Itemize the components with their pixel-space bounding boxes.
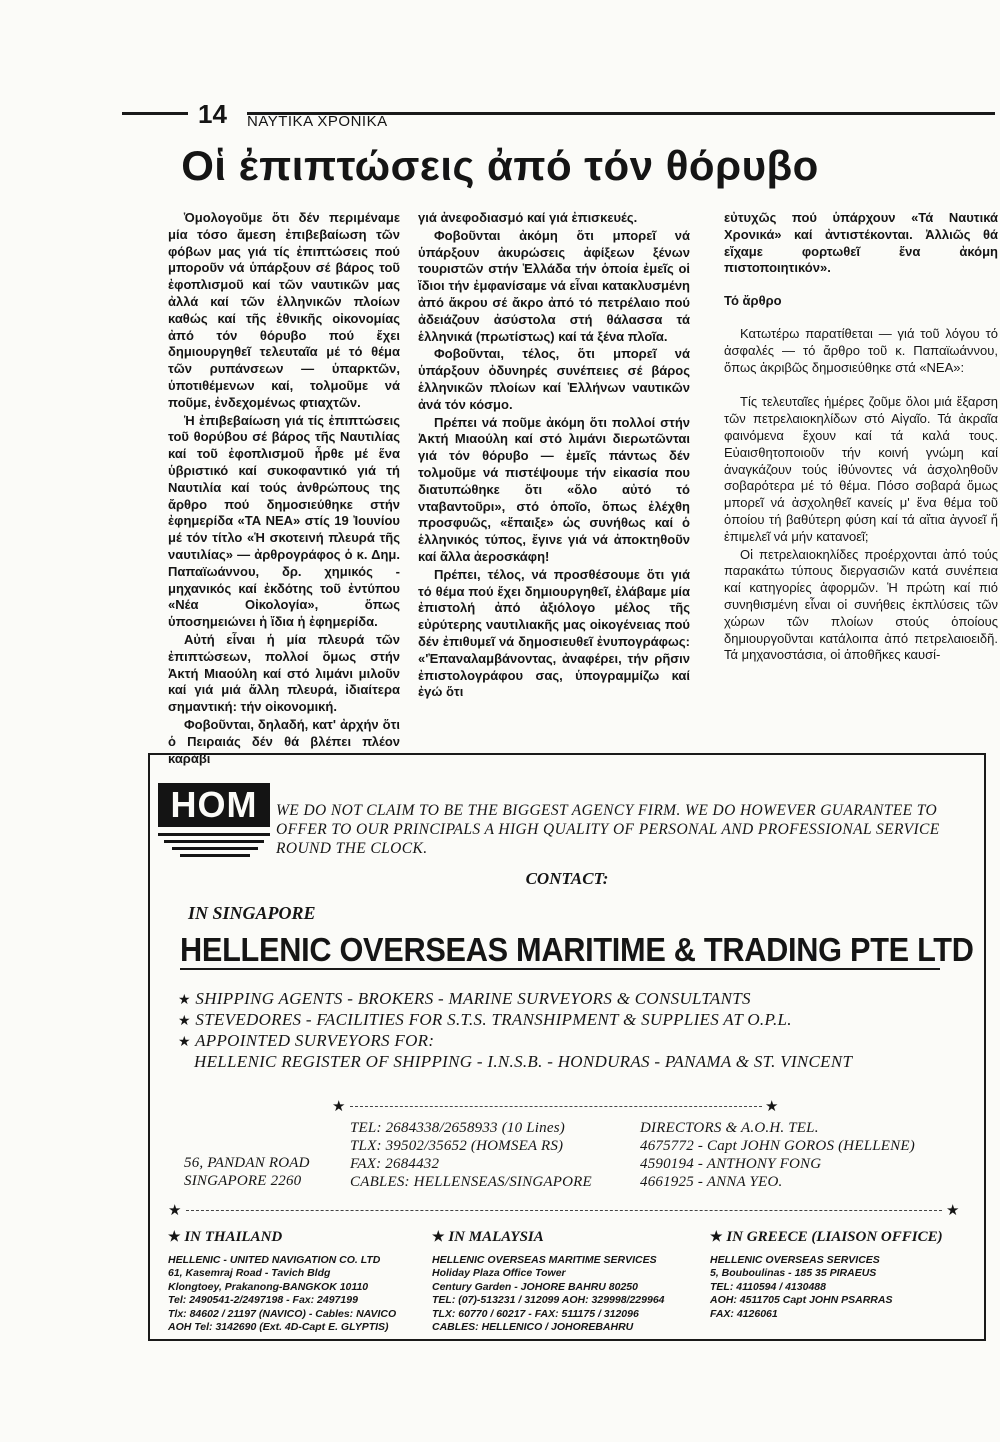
article-column-2 xyxy=(418,210,690,740)
article-column-1 xyxy=(168,210,400,766)
publication-title: ΝΑΥΤΙΚΑ ΧΡΟΝΙΚΑ xyxy=(247,113,388,130)
service-item: ★ STEVEDORES - FACILITIES FOR S.T.S. TRANSHIPMENT & SUPPLIES AT O.P.L. xyxy=(178,1010,792,1029)
logo-stripe xyxy=(158,833,270,836)
region-heading: IN THAILAND xyxy=(184,1229,283,1245)
article-headline: Οἱ ἐπιπτώσεις ἀπό τόν θόρυβο xyxy=(181,142,819,189)
page-number: 14 xyxy=(198,99,227,129)
thailand-office: ★ IN THAILAND HELLENIC - UNITED NAVIGATION CO. LTD 61, Kasemraj Road - Tavich Bldg Klongtoey, Prakanong-BANGKOK 10110 Tel: 2490541-2/2497198 - Fax: 2497199 Tlx: 84602 / 21197 (NAVICO) - Cables: NAVICO AOH Tel: 3142690 (Ext. 4D-Capt E. GLYPTIS) xyxy=(168,1229,397,1334)
advertisement xyxy=(148,753,986,1341)
service-item: ★ SHIPPING AGENTS - BROKERS - MARINE SURVEYORS & CONSULTANTS xyxy=(178,989,751,1008)
logo-stripe xyxy=(164,840,264,843)
paragraph: Φοβοῦνται ἀκόμη ὅτι μπορεῖ νά ὑπάρξουν ἀκυρώσεις ἀφίξεων ξένων τουριστῶν στήν Ἑλλάδα τήν ὁποία ἐμεῖς οἱ ἴδιοι τήν ἐμφανίσαμε νά εἶναι κατακλυσμένη ἀπό ἄκρου σέ ἄκρο ἀπό τό πετρέλαιο πού ἀδειάζουν ἀσύστολα στή θάλασσα τά ἑλληνικά (πρωτίστως) καί τά ξένα πλοῖα. xyxy=(418,227,690,344)
service-item: HELLENIC REGISTER OF SHIPPING - I.N.S.B. - HONDURAS - PANAMA & ST. VINCENT xyxy=(194,1052,853,1071)
paragraph: γιά ἀνεφοδιασμό καί γιά ἐπισκευές. xyxy=(418,210,638,225)
region-heading: IN GREECE (LIAISON OFFICE) xyxy=(726,1229,943,1245)
service-item: ★ APPOINTED SURVEYORS FOR: xyxy=(178,1031,435,1050)
company-name: HELLENIC OVERSEAS MARITIME & TRADING PTE LTD xyxy=(180,931,974,968)
star-icon: ★ xyxy=(946,1203,960,1219)
star-icon: ★ xyxy=(168,1230,181,1245)
header-rule-left xyxy=(122,112,188,115)
star-icon: ★ xyxy=(332,1099,346,1115)
paragraph: Ὁμολογοῦμε ὅτι δέν περιμέναμε μία τόσο ἄμεση ἐπιβεβαίωση τῶν φόβων μας γιά τίς ἐπιπτώσεις πού μποροῦν νά ὑπάρξουν σέ βάρος τοῦ ἐφοπλισμοῦ καί τῶν ναυτικῶν μας ἀλλά καί τῶν ἑλληνικῶν πλοίων καθώς καί τῆς ἐθνικῆς οἰκονομίας ἀπό τόν θόρυβο πού ἔχει δημιουργηθεῖ τελευταῖα μέ τό θέμα τῶν ρυπάνσεων — ὑπαρκτῶν, ὑποτιθέμενων καί, τολμοῦμε νά ποῦμε, ἐνδεχομένως φτιαχτῶν. xyxy=(168,210,400,410)
paragraph: Φοβοῦνται, τέλος, ὅτι μπορεῖ νά ὑπάρξουν ὀδυνηρές συνέπειες σέ βάρος ἑλληνικῶν πλοίων καί Ἑλλήνων ναυτικῶν ἀνά τόν κόσμο. xyxy=(418,346,690,412)
paragraph: Τίς τελευταῖες ἡμέρες ζοῦμε ὅλοι μιά ἔξαρση τῶν πετρελαιοκηλίδων στό Αἰγαῖο. Τά ἀκραῖα φαινόμενα ἔχουν καί τά καλά τους. Εὐαισθητοποιοῦν τήν κοινή γνώμη καί ἀναγκάζουν τούς ἰθύνοντες νά ἀσχοληθοῦν σοβαρότερα μέ τό θέμα. Πόσο σοβαρά ὅμως μπορεῖ νά ἀσχοληθεῖ κανείς μ' ἕνα θέμα τοῦ ὁποίου τή βαθύτερη φύση καί τά αἴτια ἀγνοεῖ ἤ ἐπιμελεῖ νά μήν κατανοεῖ; xyxy=(724,394,998,544)
star-icon: ★ xyxy=(710,1230,723,1245)
singapore-contacts: TEL: 2684338/2658933 (10 Lines) TLX: 39502/35652 (HOMSEA RS) FAX: 2684432 CABLES: HELLENSEAS/SINGAPORE xyxy=(350,1120,592,1190)
directors-block: DIRECTORS & A.O.H. TEL. 4675772 - Capt JOHN GOROS (HELLENE) 4590194 - ANTHONY FONG 4661925 - ANNA YEO. xyxy=(640,1120,915,1190)
singapore-address: 56, PANDAN ROAD SINGAPORE 2260 xyxy=(184,1155,310,1189)
paragraph: εὐτυχῶς πού ὑπάρχουν «Τά Ναυτικά Χρονικά» καί ἀντιστέκονται. Ἀλλιῶς θά εἴχαμε φορτωθεῖ ἕνα ἀκόμη πιστοποιητικόν». xyxy=(724,210,998,276)
star-icon: ★ xyxy=(178,993,191,1008)
singapore-heading: IN SINGAPORE xyxy=(188,903,316,923)
paragraph: Κατωτέρω παρατίθεται — γιά τοῦ λόγου τό ἀσφαλές — τό ἄρθρο τοῦ κ. Παπαϊωάννου, ὅπως ἀκριβῶς δημοσιεύθηκε στά «ΝΕΑ»: xyxy=(724,325,998,375)
logo-stripe xyxy=(172,847,258,850)
region-heading: IN MALAYSIA xyxy=(448,1229,544,1245)
paragraph: Φοβοῦνται, δηλαδή, κατ' ἀρχήν ὅτι ὁ Πειραιάς δέν θά βλέπει πλέον καράβι xyxy=(168,716,400,766)
hom-logo xyxy=(158,783,270,855)
star-icon: ★ xyxy=(178,1035,191,1050)
paragraph: Πρέπει, τέλος, νά προσθέσουμε ὅτι γιά τό θέμα πού ἔχει δημιουργηθεῖ, ἐλάβαμε μία ἐπιστολή ἀπό ἀξιόλογο μέλος τῆς εὐρύτερης ναυτιλιακῆς μας οἰκογένειας πού δέν ἐπιθυμεῖ νά δημοσιευθεῖ ἐνυπογράφως: «'Ἐπαναλαμβάνοντας, ἀναφέρει, τήν ρῆσιν ἐπιστολογράφου σας, ὑπογραμμίζω καί ἐγώ ὅτι xyxy=(418,566,690,700)
logo-text: HOM xyxy=(158,783,270,827)
divider xyxy=(350,1106,762,1107)
paragraph: Πρέπει νά ποῦμε ἀκόμη ὅτι πολλοί στήν Ἀκτή Μιαούλη καί στό λιμάνι διερωτῶνται γιά τόν θόρυβο — ἐμεῖς πάντως δέν τολμοῦμε νά πιστέψουμε τήν εἰκασία που διατυπώθηκε ὅτι «ὅλο αὐτό τό νταβαντοῦρι», στό ὁποῖο, ὅπως ἐλέχθη προσφυῶς, «ἔπαιξε» ὡς συνήθως καί ὁ ἑλληνικός τύπος, ἔγινε γιά νά ἀποκτηθοῦν καί ἄλλα ἀεροσκάφη! xyxy=(418,414,690,564)
paragraph: Ἡ ἐπιβεβαίωση γιά τίς ἐπιπτώσεις τοῦ θορύβου σέ βάρος τῆς Ναυτιλίας καί τοῦ ἐφοπλισμοῦ ἦρθε μέ ἕνα ὑβριστικό καί συκοφαντικό γιά τή Ναυτιλία καί τούς ἀνθρώπους της ἄρθρο πού δημοσιεύθηκε στήν ἐφημερίδα «ΤΑ ΝΕΑ» στίς 19 Ἰουνίου μέ τόν τίτλο «Ἡ σκοτεινή πλευρά τῆς ναυτιλίας» — ἀρθρογράφος ὁ κ. Δημ. Παπαϊωάννου, δρ. χημικός - μηχανικός καί ἐκδότης τοῦ ἐντύπου «Νέα Οἰκολογία», ὅπως ὑποσημειώνει ἡ ἴδια ἡ ἐφημερίδα. xyxy=(168,412,400,630)
section-subheading: Τό ἄρθρο xyxy=(724,293,782,309)
star-icon: ★ xyxy=(178,1014,191,1029)
star-icon: ★ xyxy=(432,1230,445,1245)
malaysia-office: ★ IN MALAYSIA HELLENIC OVERSEAS MARITIME SERVICES Holiday Plaza Office Tower Century Garden - JOHORE BAHRU 80250 TEL: (07)-513231 / 312099 AOH: 329998/229964 TLX: 60770 / 60217 - FAX: 511175 / 312096 CABLES: HELLENICO / JOHOREBAHRU xyxy=(432,1229,665,1334)
services-list xyxy=(178,989,968,1071)
paragraph: Αὐτή εἶναι ἡ μία πλευρά τῶν ἐπιπτώσεων, πολλοί ὅμως στήν Ἀκτή Μιαούλη καί στό λιμάνι μιλοῦν καί γιά μιά ἄλλη πλευρά, ἰδιαίτερα σημαντική: τήν οἰκονομική. xyxy=(168,631,400,715)
star-icon: ★ xyxy=(168,1203,182,1219)
article-column-3 xyxy=(724,210,998,740)
contact-label: CONTACT: xyxy=(525,869,609,888)
company-underline xyxy=(180,968,940,970)
star-icon: ★ xyxy=(765,1099,779,1115)
logo-stripe xyxy=(180,854,250,857)
greece-office: ★ IN GREECE (LIAISON OFFICE) HELLENIC OVERSEAS SERVICES 5, Bouboulinas - 185 35 PIRAEUS TEL: 4110594 / 4130488 AOH: 4511705 Capt JOHN PSARRAS FAX: 4126061 xyxy=(710,1229,943,1320)
paragraph: Οἱ πετρελαιοκηλίδες προέρχονται ἀπό τούς παρακάτω τύπους διεργασιῶν κατά συνέπεια καί κατηγορίες ἀφορμῶν. Ἡ πρώτη καί πιό συνηθισμένη εἶναι οἱ συνήθεις ἐκπλύσεις τῶν χώρων τῶν πλοίων στούς ὁποίους δημιουργοῦνται κατάλοιπα ἀπό πετρελαιοειδῆ. Τά μηχανοστάσια, οἱ ἀποθῆκες καυσί- xyxy=(724,546,998,663)
divider xyxy=(186,1210,942,1211)
ad-tagline: WE DO NOT CLAIM TO BE THE BIGGEST AGENCY FIRM. WE DO HOWEVER GUARANTEE TO OFFER TO OUR PRINCIPALS A HIGH QUALITY OF PERSONAL AND PROFESSIONAL SERVICE ROUND THE CLOCK. xyxy=(276,802,940,857)
